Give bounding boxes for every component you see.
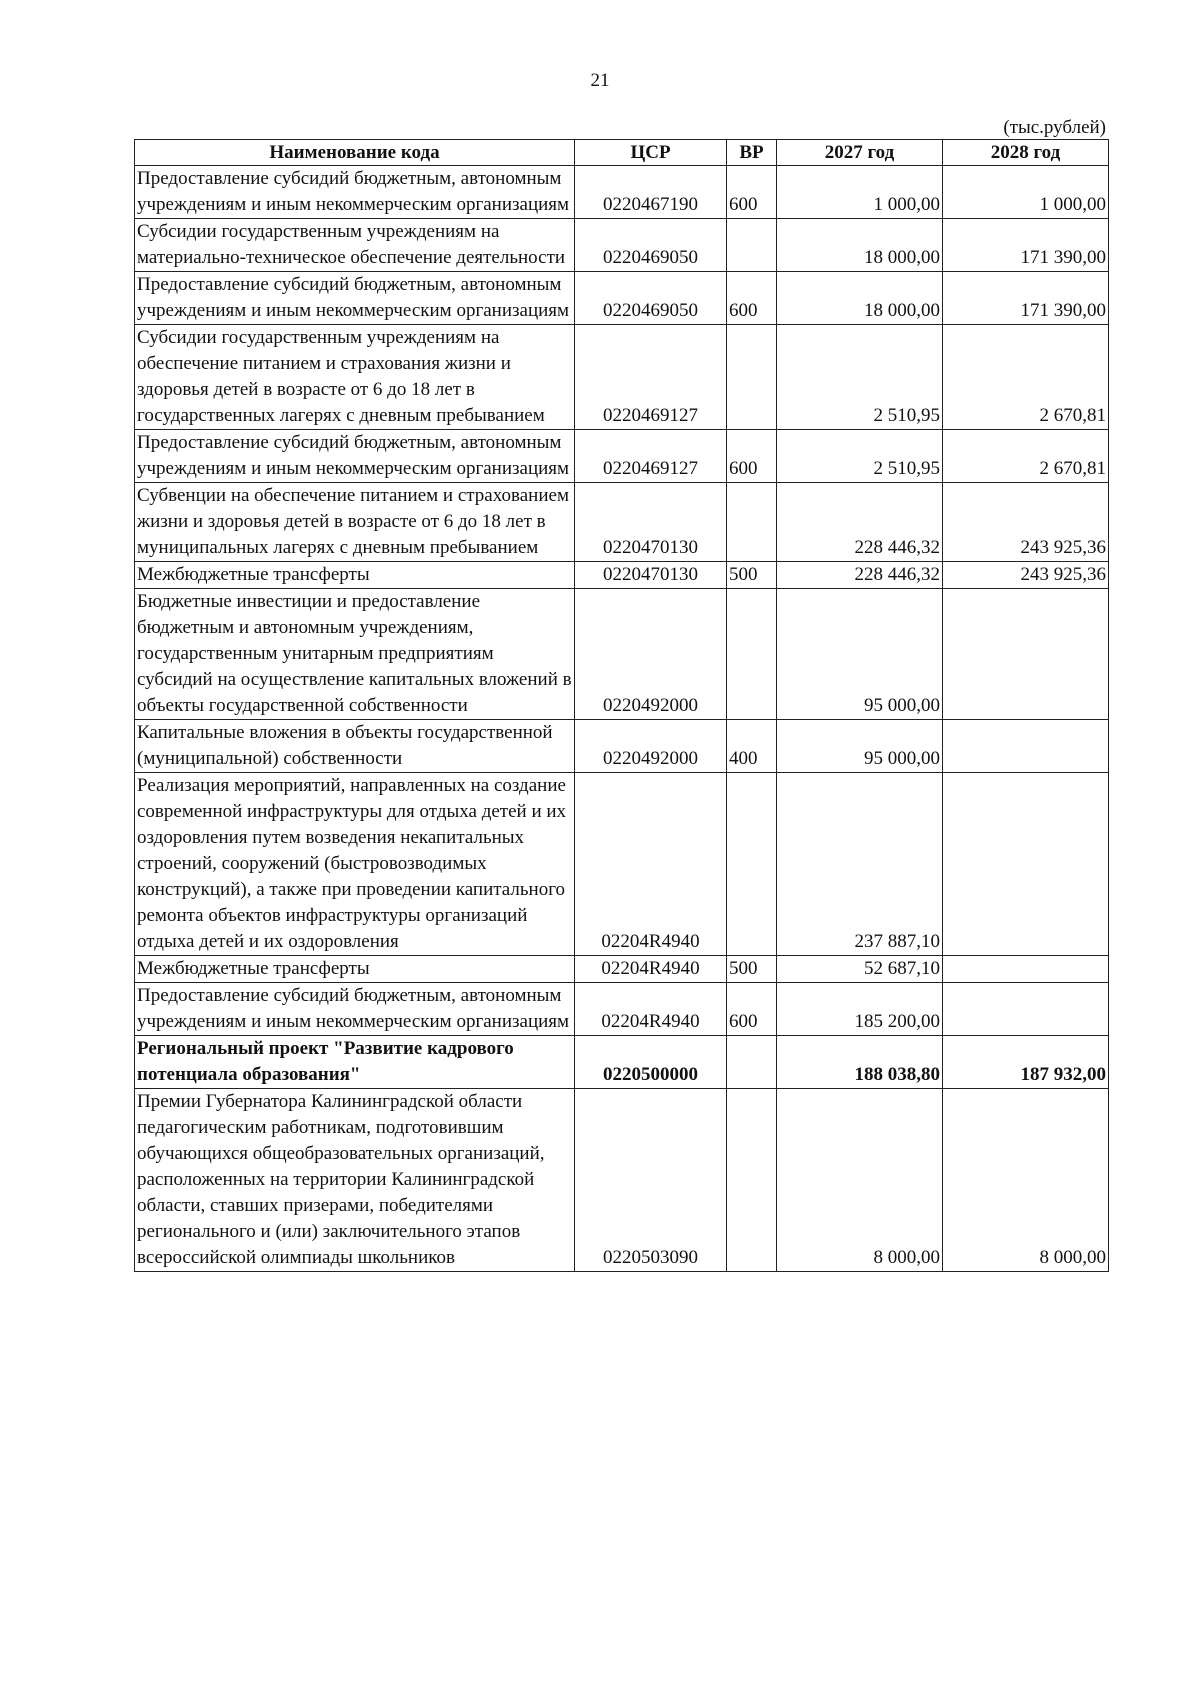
cell-name: Премии Губернатора Калининградской области педагогическим работникам, подготовившим обучающихся общеобразовательных организаций, расположенных на территории Калининградской области, ставших призерами, победителями регионального и (или) заключительного этапов всероссийской олимпиады школьников xyxy=(135,1089,575,1272)
cell-2027: 2 510,95 xyxy=(777,325,943,430)
cell-csr: 02204R4940 xyxy=(575,983,727,1036)
cell-csr: 0220469127 xyxy=(575,430,727,483)
cell-vr xyxy=(727,325,777,430)
cell-2028: 1 000,00 xyxy=(943,166,1109,219)
cell-2028: 243 925,36 xyxy=(943,483,1109,562)
cell-2028 xyxy=(943,956,1109,983)
cell-csr: 0220500000 xyxy=(575,1036,727,1089)
table-row xyxy=(135,1089,1109,1272)
cell-vr xyxy=(727,219,777,272)
table-row-project xyxy=(135,1036,1109,1089)
table-row xyxy=(135,325,1109,430)
cell-name: Реализация мероприятий, направленных на создание современной инфраструктуры для отдыха детей и их оздоровления путем возведения некапитальных строений, сооружений (быстровозводимых конструкций), а также при проведении капитального ремонта объектов инфраструктуры организаций отдыха детей и их оздоровления xyxy=(135,773,575,956)
cell-2027: 2 510,95 xyxy=(777,430,943,483)
cell-2028: 2 670,81 xyxy=(943,325,1109,430)
cell-vr xyxy=(727,1089,777,1272)
cell-2028: 2 670,81 xyxy=(943,430,1109,483)
table-row xyxy=(135,956,1109,983)
cell-name: Межбюджетные трансферты xyxy=(135,562,575,589)
cell-2028 xyxy=(943,589,1109,720)
table-row xyxy=(135,773,1109,956)
page-number: 21 xyxy=(590,70,610,91)
table-row xyxy=(135,720,1109,773)
cell-name: Субвенции на обеспечение питанием и страхованием жизни и здоровья детей в возрасте от 6 до 18 лет в муниципальных лагерях с дневным пребыванием xyxy=(135,483,575,562)
cell-2027: 95 000,00 xyxy=(777,589,943,720)
cell-name: Предоставление субсидий бюджетным, автономным учреждениям и иным некоммерческим организациям xyxy=(135,983,575,1036)
table-header-row xyxy=(135,140,1109,166)
cell-2028: 187 932,00 xyxy=(943,1036,1109,1089)
budget-table xyxy=(134,139,1109,1272)
table-row xyxy=(135,589,1109,720)
cell-csr: 0220469050 xyxy=(575,272,727,325)
cell-vr xyxy=(727,773,777,956)
table-body xyxy=(135,166,1109,1272)
table-row xyxy=(135,166,1109,219)
cell-2027: 188 038,80 xyxy=(777,1036,943,1089)
cell-name: Предоставление субсидий бюджетным, автономным учреждениям и иным некоммерческим организациям xyxy=(135,166,575,219)
header-2027: 2027 год xyxy=(777,140,943,166)
cell-2027: 18 000,00 xyxy=(777,272,943,325)
cell-2027: 185 200,00 xyxy=(777,983,943,1036)
cell-name: Капитальные вложения в объекты государственной (муниципальной) собственности xyxy=(135,720,575,773)
cell-2027: 237 887,10 xyxy=(777,773,943,956)
cell-2028 xyxy=(943,720,1109,773)
cell-2027: 1 000,00 xyxy=(777,166,943,219)
cell-vr: 600 xyxy=(727,983,777,1036)
cell-csr: 0220503090 xyxy=(575,1089,727,1272)
cell-vr: 600 xyxy=(727,430,777,483)
cell-2027: 95 000,00 xyxy=(777,720,943,773)
cell-csr: 0220492000 xyxy=(575,720,727,773)
cell-name: Субсидии государственным учреждениям на обеспечение питанием и страхования жизни и здоровья детей в возрасте от 6 до 18 лет в государственных лагерях с дневным пребыванием xyxy=(135,325,575,430)
cell-csr: 0220469127 xyxy=(575,325,727,430)
cell-2028: 243 925,36 xyxy=(943,562,1109,589)
cell-2027: 8 000,00 xyxy=(777,1089,943,1272)
cell-2028 xyxy=(943,983,1109,1036)
cell-csr: 0220492000 xyxy=(575,589,727,720)
cell-csr: 02204R4940 xyxy=(575,773,727,956)
table-row xyxy=(135,562,1109,589)
header-vr: ВР xyxy=(727,140,777,166)
cell-2027: 228 446,32 xyxy=(777,483,943,562)
cell-name: Субсидии государственным учреждениям на материально-техническое обеспечение деятельности xyxy=(135,219,575,272)
cell-vr: 500 xyxy=(727,956,777,983)
cell-csr: 0220470130 xyxy=(575,483,727,562)
table-row xyxy=(135,219,1109,272)
cell-name: Межбюджетные трансферты xyxy=(135,956,575,983)
cell-vr xyxy=(727,483,777,562)
header-name: Наименование кода xyxy=(135,140,575,166)
cell-vr: 600 xyxy=(727,272,777,325)
cell-2028 xyxy=(943,773,1109,956)
cell-vr: 500 xyxy=(727,562,777,589)
cell-vr: 600 xyxy=(727,166,777,219)
cell-vr: 400 xyxy=(727,720,777,773)
table-row xyxy=(135,272,1109,325)
table-row xyxy=(135,430,1109,483)
cell-2027: 228 446,32 xyxy=(777,562,943,589)
header-csr: ЦСР xyxy=(575,140,727,166)
cell-name: Бюджетные инвестиции и предоставление бюджетным и автономным учреждениям, государственным унитарным предприятиям субсидий на осуществление капитальных вложений в объекты государственной собственности xyxy=(135,589,575,720)
cell-name: Предоставление субсидий бюджетным, автономным учреждениям и иным некоммерческим организациям xyxy=(135,272,575,325)
cell-csr: 02204R4940 xyxy=(575,956,727,983)
cell-vr xyxy=(727,1036,777,1089)
cell-2028: 171 390,00 xyxy=(943,219,1109,272)
cell-2028: 171 390,00 xyxy=(943,272,1109,325)
header-2028: 2028 год xyxy=(943,140,1109,166)
cell-name: Региональный проект "Развитие кадрового потенциала образования" xyxy=(135,1036,575,1089)
cell-csr: 0220469050 xyxy=(575,219,727,272)
cell-name: Предоставление субсидий бюджетным, автономным учреждениям и иным некоммерческим организациям xyxy=(135,430,575,483)
cell-csr: 0220470130 xyxy=(575,562,727,589)
table-row xyxy=(135,983,1109,1036)
cell-vr xyxy=(727,589,777,720)
cell-2028: 8 000,00 xyxy=(943,1089,1109,1272)
cell-2027: 52 687,10 xyxy=(777,956,943,983)
cell-csr: 0220467190 xyxy=(575,166,727,219)
units-label: (тыс.рублей) xyxy=(1003,117,1106,138)
cell-2027: 18 000,00 xyxy=(777,219,943,272)
table-row xyxy=(135,483,1109,562)
